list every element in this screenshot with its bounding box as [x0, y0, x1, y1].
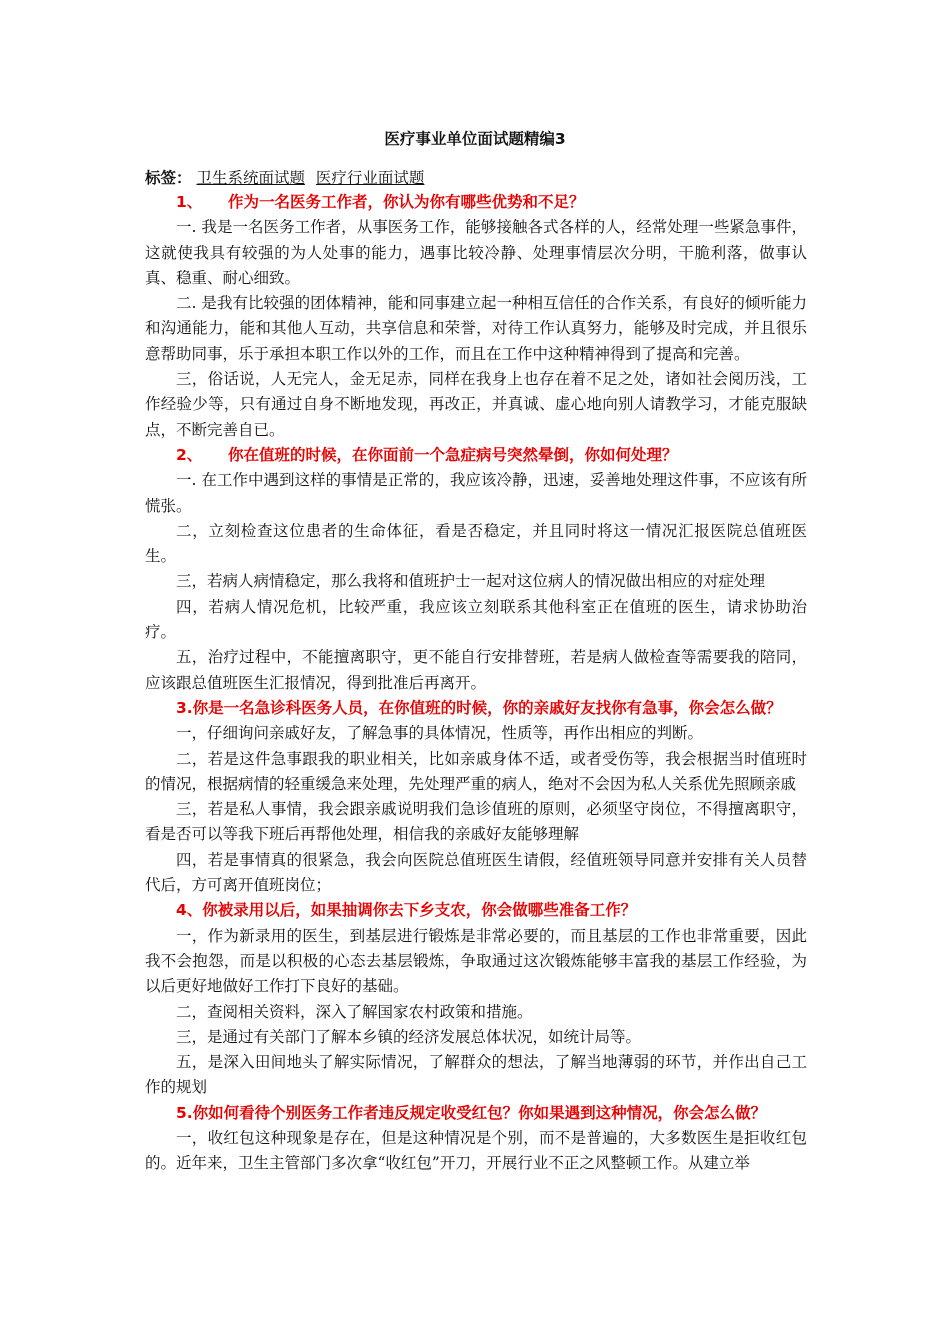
answer-paragraph: 二，立刻检查这位患者的生命体征，看是否稳定，并且同时将这一情况汇报医院总值班医生。	[145, 521, 807, 566]
answer-paragraph: 三，若是私人事情，我会跟亲戚说明我们急诊值班的原则，必须坚守岗位，不得擅离职守，看是否可以等我下班后再帮他处理，相信我的亲戚好友能够理解	[145, 800, 807, 844]
answer-paragraph: 四，若是事情真的很紧急，我会向医院总值班医生请假，经值班领导同意并安排有关人员替代后，方可离开值班岗位；	[145, 850, 807, 895]
tags-label: 标签：	[145, 169, 192, 187]
question-heading	[145, 190, 807, 215]
answer-paragraph: 二. 是我有比较强的团体精神，能和同事建立起一种相互信任的合作关系，有良好的倾听能力和沟通能力，能和其他人互动，共享信息和荣誉，对待工作认真努力，能够及时完成，并且很乐意帮助同事，乐于承担本职工作以外的工作，而且在工作中这种精神得到了提高和完善。	[145, 294, 807, 363]
answer-paragraph: 四，若病人情况危机，比较严重，我应该立刻联系其他科室正在值班的医生，请求协助治疗。	[145, 597, 807, 642]
tag-bar	[145, 166, 430, 188]
question-text: 你在值班的时候，在你面前一个急症病号突然晕倒，你如何处理？	[228, 445, 678, 464]
answer-paragraph: 一，收红包这种现象是存在，但是这种情况是个别，而不是普遍的，大多数医生是拒收红包的。近年来，卫生主管部门多次拿“收红包”开刀，开展行业不正之风整顿工作。从建立举	[145, 1128, 807, 1173]
tag-link-medical-industry[interactable]: 医疗行业面试题	[315, 169, 425, 187]
answer-paragraph: 一，作为新录用的医生，到基层进行锻炼是非常必要的，而且基层的工作也非常重要，因此我不会抱怨，而是以积极的心态去基层锻炼，争取通过这次锻炼能够丰富我的基层工作经验，为以后更好地做好工作打下良好的基础。	[145, 926, 807, 996]
question-heading: 3.你是一名急诊科医务人员，在你值班的时候，你的亲戚好友找你有急事，你会怎么做？	[176, 698, 782, 717]
answer-paragraph: 一. 我是一名医务工作者，从事医务工作，能够接触各式各样的人，经常处理一些紧急事件，这就使我具有较强的为人处事的能力，遇事比较冷静、处理事情层次分明，干脆利落，做事认真、稳重、耐心细致。	[145, 218, 807, 287]
answer-paragraph: 二，若是这件急事跟我的职业相关，比如亲戚身体不适，或者受伤等，我会根据当时值班时的情况，根据病情的轻重缓急来处理，先处理严重的病人，绝对不会因为私人关系优先照顾亲戚	[145, 749, 807, 793]
answer-paragraph: 三，若病人病情稳定，那么我将和值班护士一起对这位病人的情况做出相应的对症处理	[176, 572, 766, 591]
answer-paragraph: 一，仔细询问亲戚好友，了解急事的具体情况，性质等，再作出相应的判断。	[176, 724, 704, 743]
answer-paragraph: 三，是通过有关部门了解本乡镇的经济发展总体状况，如统计局等。	[176, 1027, 642, 1046]
question-heading	[145, 443, 807, 468]
answer-paragraph: 五，治疗过程中，不能擅离职守，更不能自行安排替班，若是病人做检查等需要我的陪同，应该跟总值班医生汇报情况，得到批准后再离开。	[145, 648, 807, 692]
question-number: 1、	[176, 193, 203, 211]
question-heading: 4、你被录用以后，如果抽调你去下乡支农，你会做哪些准备工作？	[176, 901, 637, 920]
answer-paragraph: 二，查阅相关资料，深入了解国家农村政策和措施。	[176, 1002, 533, 1021]
question-heading: 5.你如何看待个别医务工作者违反规定收受红包？你如果遇到这种情况，你会怎么做？	[176, 1103, 767, 1122]
question-number: 2、	[176, 445, 203, 464]
document-body	[145, 190, 807, 1177]
page-title: 医疗事业单位面试题精编3	[384, 130, 566, 148]
answer-paragraph: 三，俗话说，人无完人，金无足赤，同样在我身上也存在着不足之处，诸如社会阅历浅，工作经验少等，只有通过自身不断地发现，再改正，并真诚、虚心地向别人请教学习，才能克服缺点，不断完善自已。	[145, 370, 807, 439]
answer-paragraph: 五，是深入田间地头了解实际情况，了解群众的想法，了解当地薄弱的环节，并作出自己工作的规划	[145, 1053, 807, 1097]
answer-paragraph: 一. 在工作中遇到这样的事情是正常的，我应该冷静，迅速，妥善地处理这件事，不应该有所慌张。	[145, 471, 807, 515]
question-text: 作为一名医务工作者，你认为你有哪些优势和不足？	[228, 193, 585, 211]
tag-link-health-system[interactable]: 卫生系统面试题	[196, 169, 305, 187]
